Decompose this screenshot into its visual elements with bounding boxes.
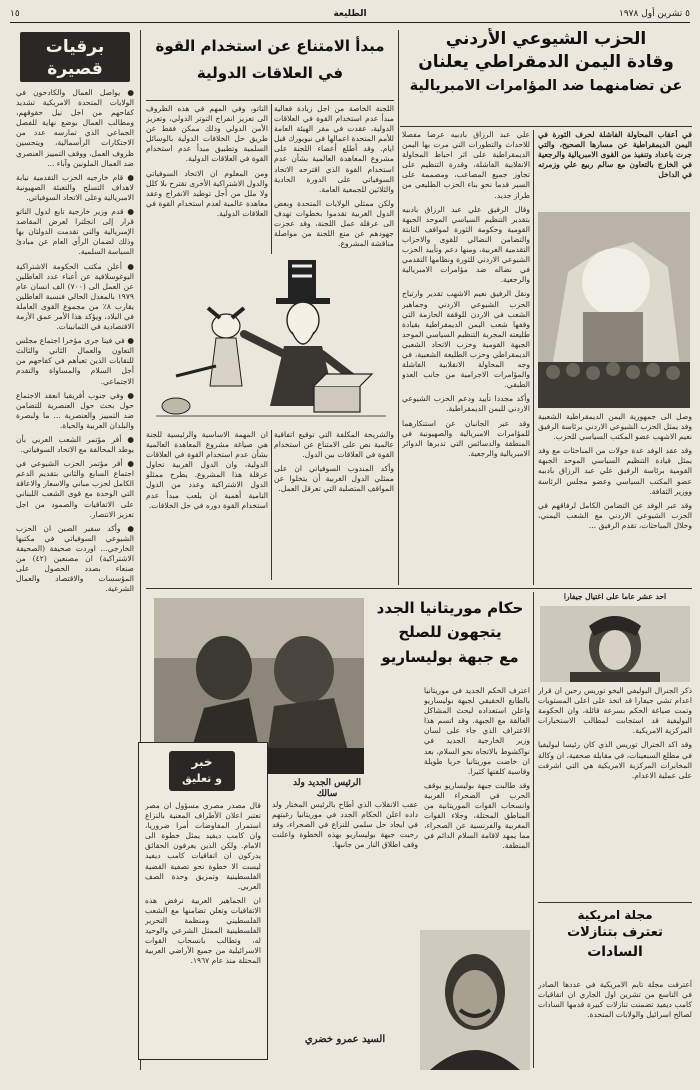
mauritania-column-a <box>424 686 530 956</box>
party-headline-2: وقادة اليمن الدمقراطي يعلنان <box>418 52 674 72</box>
force-paragraph: وأكد المندوب السوفياتي ان على ممثلي الدول الغربية أن يتخلوا عن المواقف المتصلبة التي تعرقل العمل. <box>274 464 394 494</box>
party-paragraph: علي عبد الرزاق بادبيه عرضا مفصلا للاحداث والتطورات التي مرت بها اليمن الديمقراطية على اثر احباط المحاولة الانقلابية الفاشلة، وقدرة التنظيم على تجاوز جميع المصاعب، ومصممة على السير قدما نحو بناء الحزب الطليعي من طراز جديد. <box>402 130 530 200</box>
magazine-headline-1: مجلة امريكية <box>577 908 653 922</box>
mauritania-paragraph: وقد طالبت جبهة بوليساريو بوقف الحرب في الصحراء الغربية وانسحاب القوات الموريتانية من المناطق المحتلة، وجلاء القوات المغربية والفرنسية عن الصحراء، مما يمهد لاقامة السلام الدائم في المنطقة. <box>424 780 530 851</box>
brief-paragraph: ● وأكد سفير الصين ان الحزب الشيوعي السوفياتي في مكتبها الخارجي... اوردت صحيفة (الصحيفة الاشتراكية) ان مصنعين (٤٢) من صنعاء بصدد الحصول على المؤسسات والاقتصاد والعمال الشرعية. <box>16 523 134 594</box>
party-paragraph: وقد عبر الوفد عن التضامن الكامل لرفاقهم في الحزب الشيوعي الاردني مع الشعب اليمني، وخلال المباحثات، تقدم الرفيق ... <box>538 500 692 530</box>
party-intro-block <box>538 130 692 210</box>
party-headline-3: عن تضامنهما ضد المؤامرات الامبريالية <box>409 78 683 94</box>
column-rule <box>271 104 272 254</box>
party-paragraph: وقد عقد الوفد عدة جولات من المباحثات مع وفد يمثل قيادة التنظيم السياسي الموحد الجبهة القومية برئاسة الرفيق علي عبد الرزاق بادبيه عضو المكتب السياسي وعضو مجلس الرئاسة ووزير الثقافة. <box>538 446 692 496</box>
mauritania-headline-2: يتجهون للصلح <box>398 623 502 641</box>
magazine-column <box>538 980 692 1070</box>
che-photo-art <box>540 606 690 682</box>
column-rule <box>271 430 272 580</box>
paper-name: الطليعة <box>333 9 367 19</box>
brief-paragraph: ● قدم وزير خارجية تابع لدول الناتو قرار إلى انجلترا لعرض المقاصد الإمبريالية والتي تقدمت الدولتان بها وذلك لضمان الرأي العام عن مبادئ السياسة السلمية. <box>16 207 134 257</box>
force-paragraph: والشريحة المكلفة التي توقيع اتفاقية عالمية نص على الامتناع عن استخدام القوة في العلاقات بين الدول. <box>274 430 394 460</box>
brief-paragraph: ● يواصل العمال والكادحون في الولايات المتحدة الامريكية تشديد كفاحهم من اجل نيل حقوقهم، ومطالب العمال بوضع نهاية للفصل الجماعي الذي تمارسه عدد من الاحتكارات الرأسمالية، ويتحسين ظروف العمل، ووقف التمييز العنصري ضد العمال الملونين وآباء ... <box>16 88 134 168</box>
force-column-d <box>274 430 394 580</box>
force-column-a <box>274 104 394 254</box>
mauritania-headline-1: حكام موريتانيا الجدد <box>376 599 524 617</box>
party-headline-rule <box>400 126 692 127</box>
briefs-title-box <box>20 32 130 82</box>
news-comment-column-2 <box>272 960 418 1028</box>
news-comment-box <box>138 742 268 1060</box>
brief-paragraph: ● في فينا جرى مؤخرا اجتماع مجلس التعاون والعمال الثاني والثالث للنقابات الذين تعبأهم في كفاحهم من أجل السلام والمساواة والتقدم الاجتماعي. <box>16 336 134 386</box>
che-photo-caption: احد عشر عاما على اغتيال جيفارا <box>563 592 667 601</box>
party-paragraph: وقال الرفيق علي عبد الرزاق بادبيه بتقدير التنظيم السياسي الموحد الجبهة القومية وحكومة الثورة لمواقف الثابتة والتضامن النضالي للقوى والاحزاب التقدمية العربية، ومنها دعم وتأييد الحزب الشيوعي الاردني للثورة ونظامها التقدمي في نضاله ضد مؤامرات الامبريالية والرجعية. <box>402 204 530 285</box>
force-column-b <box>146 104 268 254</box>
party-column-b <box>538 412 692 584</box>
section-rule <box>146 588 692 589</box>
issue-date: ٥ تشرين أول ١٩٧٨ <box>618 9 690 19</box>
force-paragraph: ان المهمة الاساسية والرئيسية للجنة هي صياغة مشروع المعاهدة العالمية بشأن عدم استخدام القوة في العلاقات الدولية، وان الدول الغربية تحاول عرقلة هذا المشروع. يطرح ممثلو الدول الاشتراكية وعدد من الدول النامية أهمية ان يلعب مبدأ عدم استخدام القوة دوره في حل الخلافات. <box>146 430 268 510</box>
news-comment-paragraph: قال مصدر مصري مسؤول ان مصر تعتبر اعلان الأطراف المعنية بالنزاع استمرار المفاوضات أمرا ضروريا، وان كامب ديفيد يمثل خطوة الى الامام. ولكن الذين يعرفون الحقائق يدركون ان اتفاقيات كامب ديفيد ليست الا خطوة نحو تصفية القضية الفلسطينية وتمزيق وحدة الصف العربي. <box>145 801 261 891</box>
magazine-headline-2: تعترف بتنازلات <box>567 925 663 940</box>
magazine-headline-3: السادات <box>587 944 643 960</box>
briefs-title: برقيات قصيرة <box>45 37 105 79</box>
mauritania-photo-caption: الرئيس الجديد ولد سالك <box>293 778 361 799</box>
force-headline-rule <box>146 100 394 101</box>
brief-paragraph: ● وفي جنوب أفريقيا انعقد الاجتماع حول بحث حول العنصرية للتضامن ضد التمييز والعنصرية ... ما ولبصرة والبلدان العربية والحياة. <box>16 390 134 430</box>
mauritania-headline-block <box>370 596 530 682</box>
protest-photo <box>538 212 690 408</box>
column-rule <box>533 592 534 1068</box>
party-column-a <box>402 130 530 585</box>
brief-paragraph: ● قام خارجيه الحزب التقدمية نيابة لاهداف التسلح والتعبئة الصهيونية الامبريالية وعلى الاتحاد السوفياتي. <box>16 172 134 202</box>
party-paragraph: وأكد مجددا تأييد ودعم الحزب الشيوعي الاردني لليمن الديمقراطية. <box>402 394 530 414</box>
party-paragraph: وقد عبر الجانبان عن استنكارهما للمؤامرات الامبريالية والصهيونية في المنطقة والدسائس التي تدبرها الدوائر الامبريالية والرجعية. <box>402 418 530 458</box>
coup-column <box>538 686 692 898</box>
news-comment-title-2: و تعليق <box>182 772 222 785</box>
brief-paragraph: ● أعلن مكتب الحكومة الاشتراكية اليوغوسلافية عن أعباء عدد العاطلين عن العمل الى (٧٠٠) الف انسان عام ١٩٧٩ بالمعدل الحالي فنسبة العاطلين يقارب ٨٪ من مجموع القوى العاملة في البلاد، ويؤكد هذا الأمر عمق الأزمة الاقتصادية في الثمانينات. <box>16 261 134 332</box>
mauritania-paragraph: عقب الانقلاب الذي أطاح بالرئيس المختار ولد داده اعلن الحكام الجدد في موريتانيا رغبتهم في ايجاد حل سلمي للنزاع في الصحراء، وقد رحبت جبهة بوليساريو بهذه الخطوة واعلنت وقف اطلاق النار من جانبها. <box>272 800 418 850</box>
mauritania-paragraph: اعترف الحكم الجديد في موريتانيا بالطابع الحقيقي لجبهة بوليساريو واعلن استعداده لبحث المشاكل العالقة مع الجبهة. وقد اتسم هذا الاعتراف الذي جاء على لسان وزير الخارجية الجديد في نواكشوط بالاتجاه نحو السلام، بعد ان خاضت موريتانيا حربا طويلة وقاسية كلفتها كثيرا. <box>424 686 530 776</box>
news-comment-paragraph: ان الجماهير العربية ترفض هذه الاتفاقيات وتعلن تضامنها مع الشعب الفلسطيني ومنظمة التحرير الفلسطينية الممثل الشرعي والوحيد له، وتطالب بانسحاب القوات الاسرائيلية من جميع الأراضي العربية المحتلة منذ عام ١٩٦٧. <box>145 895 261 966</box>
portrait-photo-art <box>420 930 530 1070</box>
party-paragraph: ونقل الرفيق نعيم الاشهب تقدير وارتياح الحزب الشيوعي الاردني وجماهير الشعب في الاردن للوقفة الحازمة التي وقفها شعب اليمن الديمقراطية بقيادة طليعته المجربة التنظيم السياسي الموحد الجبهة القومية وحزب الاتحاد الشعبي الديمقراطي وحزب الطليعة الشعبية، في وجه المحاولة الانقلابية الفاشلة والمؤامرات الاجرامية من جانب العدو الطبقي. <box>402 289 530 390</box>
column-rule <box>398 30 399 585</box>
party-intro: في أعقاب المحاولة الفاشلة لحرف الثورة في اليمن الديمقراطية عن مسارها الصحيح، والتي جرت باعداد وتنفيذ من القوى الامبريالية والرجعية في الخارج بالتعاون مع سالم ربيع علي وزمرته في الداخل <box>538 130 692 180</box>
news-comment-column <box>145 801 261 1053</box>
cartoon-art <box>146 256 394 426</box>
magazine-paragraph: أعترفت مجلة تايم الامريكية في عددها الصادر في التاسع من تشرين اول الجاري ان اتفاقيات كامب ديفيد تضمنت تنازلات كبيرة قدمها السادات لصالح اسرائيل والولايات المتحدة. <box>538 980 692 1020</box>
force-paragraph: اللجنة الخاصة من اجل زيادة فعالية مبدأ عدم استخدام القوة في العلاقات الدولية، عقدت في مقر الهيئة العامة للأمم المتحدة اعمالها في نيويورك قبل ايام. وقد أطلع أعضاء اللجنة على مشروع المعاهدة العالمية بشأن عدم استخدام القوة الذي اقترحه الاتحاد السوفياتي على الدورة الحادية والثلاثين للجمعية العامة. <box>274 104 394 194</box>
news-comment-signature: السيد عمرو خضري <box>304 1034 386 1045</box>
brief-paragraph: ● أقر مؤتمر الحزب الشيوعي في اجتماع السابع والثاني بتقديم الدعم الكامل لحزب مباني والاسعار والاعاقة التي الوحدة مع قوى الشعب اللبناني على الاتفاقيات والصمود من اجل تعزيز الانتصار. <box>16 459 134 519</box>
force-paragraph: ولكن ممثلي الولايات المتحدة وبعض الدول الغربية تقدموا بخطوات تهدف الى عرقلة عمل اللجنة، وقد عجزت جهودهم عن منع اللجنة من مواصلة مناقشة المشروع. <box>274 198 394 249</box>
page-number: ١٥ <box>10 9 20 19</box>
party-headline-block <box>400 28 692 124</box>
protest-photo-art <box>538 212 690 408</box>
force-column-c <box>146 430 268 580</box>
brief-paragraph: ● أقر مؤتمر الشعب العربي بأن يوطد المحالفة مع الاتحاد السوفياتي. <box>16 435 134 455</box>
coup-paragraph: وقد اكد الجنرال توريس الذي كان رئيسا لبوليفيا في مطلع السبعينات، في مقابلة صحفية، ان وكالة المخابرات المركزية الامريكية هي التي اشرفت على عملية الاعدام. <box>538 740 692 780</box>
portrait-photo <box>420 930 530 1070</box>
party-paragraph: وصل الى جمهورية اليمن الديمقراطية الشعبية وفد يمثل الحزب الشيوعي الاردني برئاسة الرفيق نعيم الاشهب عضو المكتب السياسي للحزب. <box>538 412 692 442</box>
section-rule <box>538 902 692 903</box>
party-headline-1: الحزب الشيوعي الأردني <box>445 29 647 49</box>
che-photo <box>540 606 690 682</box>
page-header <box>10 6 690 23</box>
coup-paragraph: ذكر الجنرال البوليفي اليخو توريس رحين ان قرار اعدام تشي جيفارا قد اتخذ على اعلى المستويات وتمت صياغة الحكم بسرعة قائلة، وان الحكومة البوليفية قد استجابت لمطالب الاستخبارات المركزية الامريكية. <box>538 686 692 736</box>
news-comment-title-box <box>169 751 235 791</box>
magazine-headline-block <box>538 906 692 976</box>
force-headline-2: في العلاقات الدولية <box>196 64 344 82</box>
political-cartoon <box>146 256 394 426</box>
force-headline-1: مبدأ الامتناع عن استخدام القوة <box>155 37 385 55</box>
mauritania-column-c <box>272 800 418 956</box>
mauritania-headline-3: مع جبهة بوليساريو <box>381 648 519 666</box>
force-headline-block <box>146 32 394 98</box>
column-rule <box>533 130 534 585</box>
force-paragraph: ومن المعلوم ان الاتحاد السوفياتي والدول الاشتراكية الأخرى تقترح بلا كلل ولا ملل من أجل توطيد الانفراج وعقد معاهدة عالمية لعدم استخدام القوة في العلاقات الدولية. <box>146 168 268 218</box>
briefs-column <box>16 88 134 1068</box>
news-comment-title-1: خبر <box>191 755 213 769</box>
force-paragraph: الناتو، وفي المهم في هذه الظروف الى تعزيز انفراج التوتر الدولي، وتعزيز الأمن الدولي وذلك ممكن فقط عن طريق حل الخلافات الدولية بالوسائل السلمية وتطبيق مبدأ عدم استخدام القوة في العلاقات الدولية. <box>146 104 268 164</box>
